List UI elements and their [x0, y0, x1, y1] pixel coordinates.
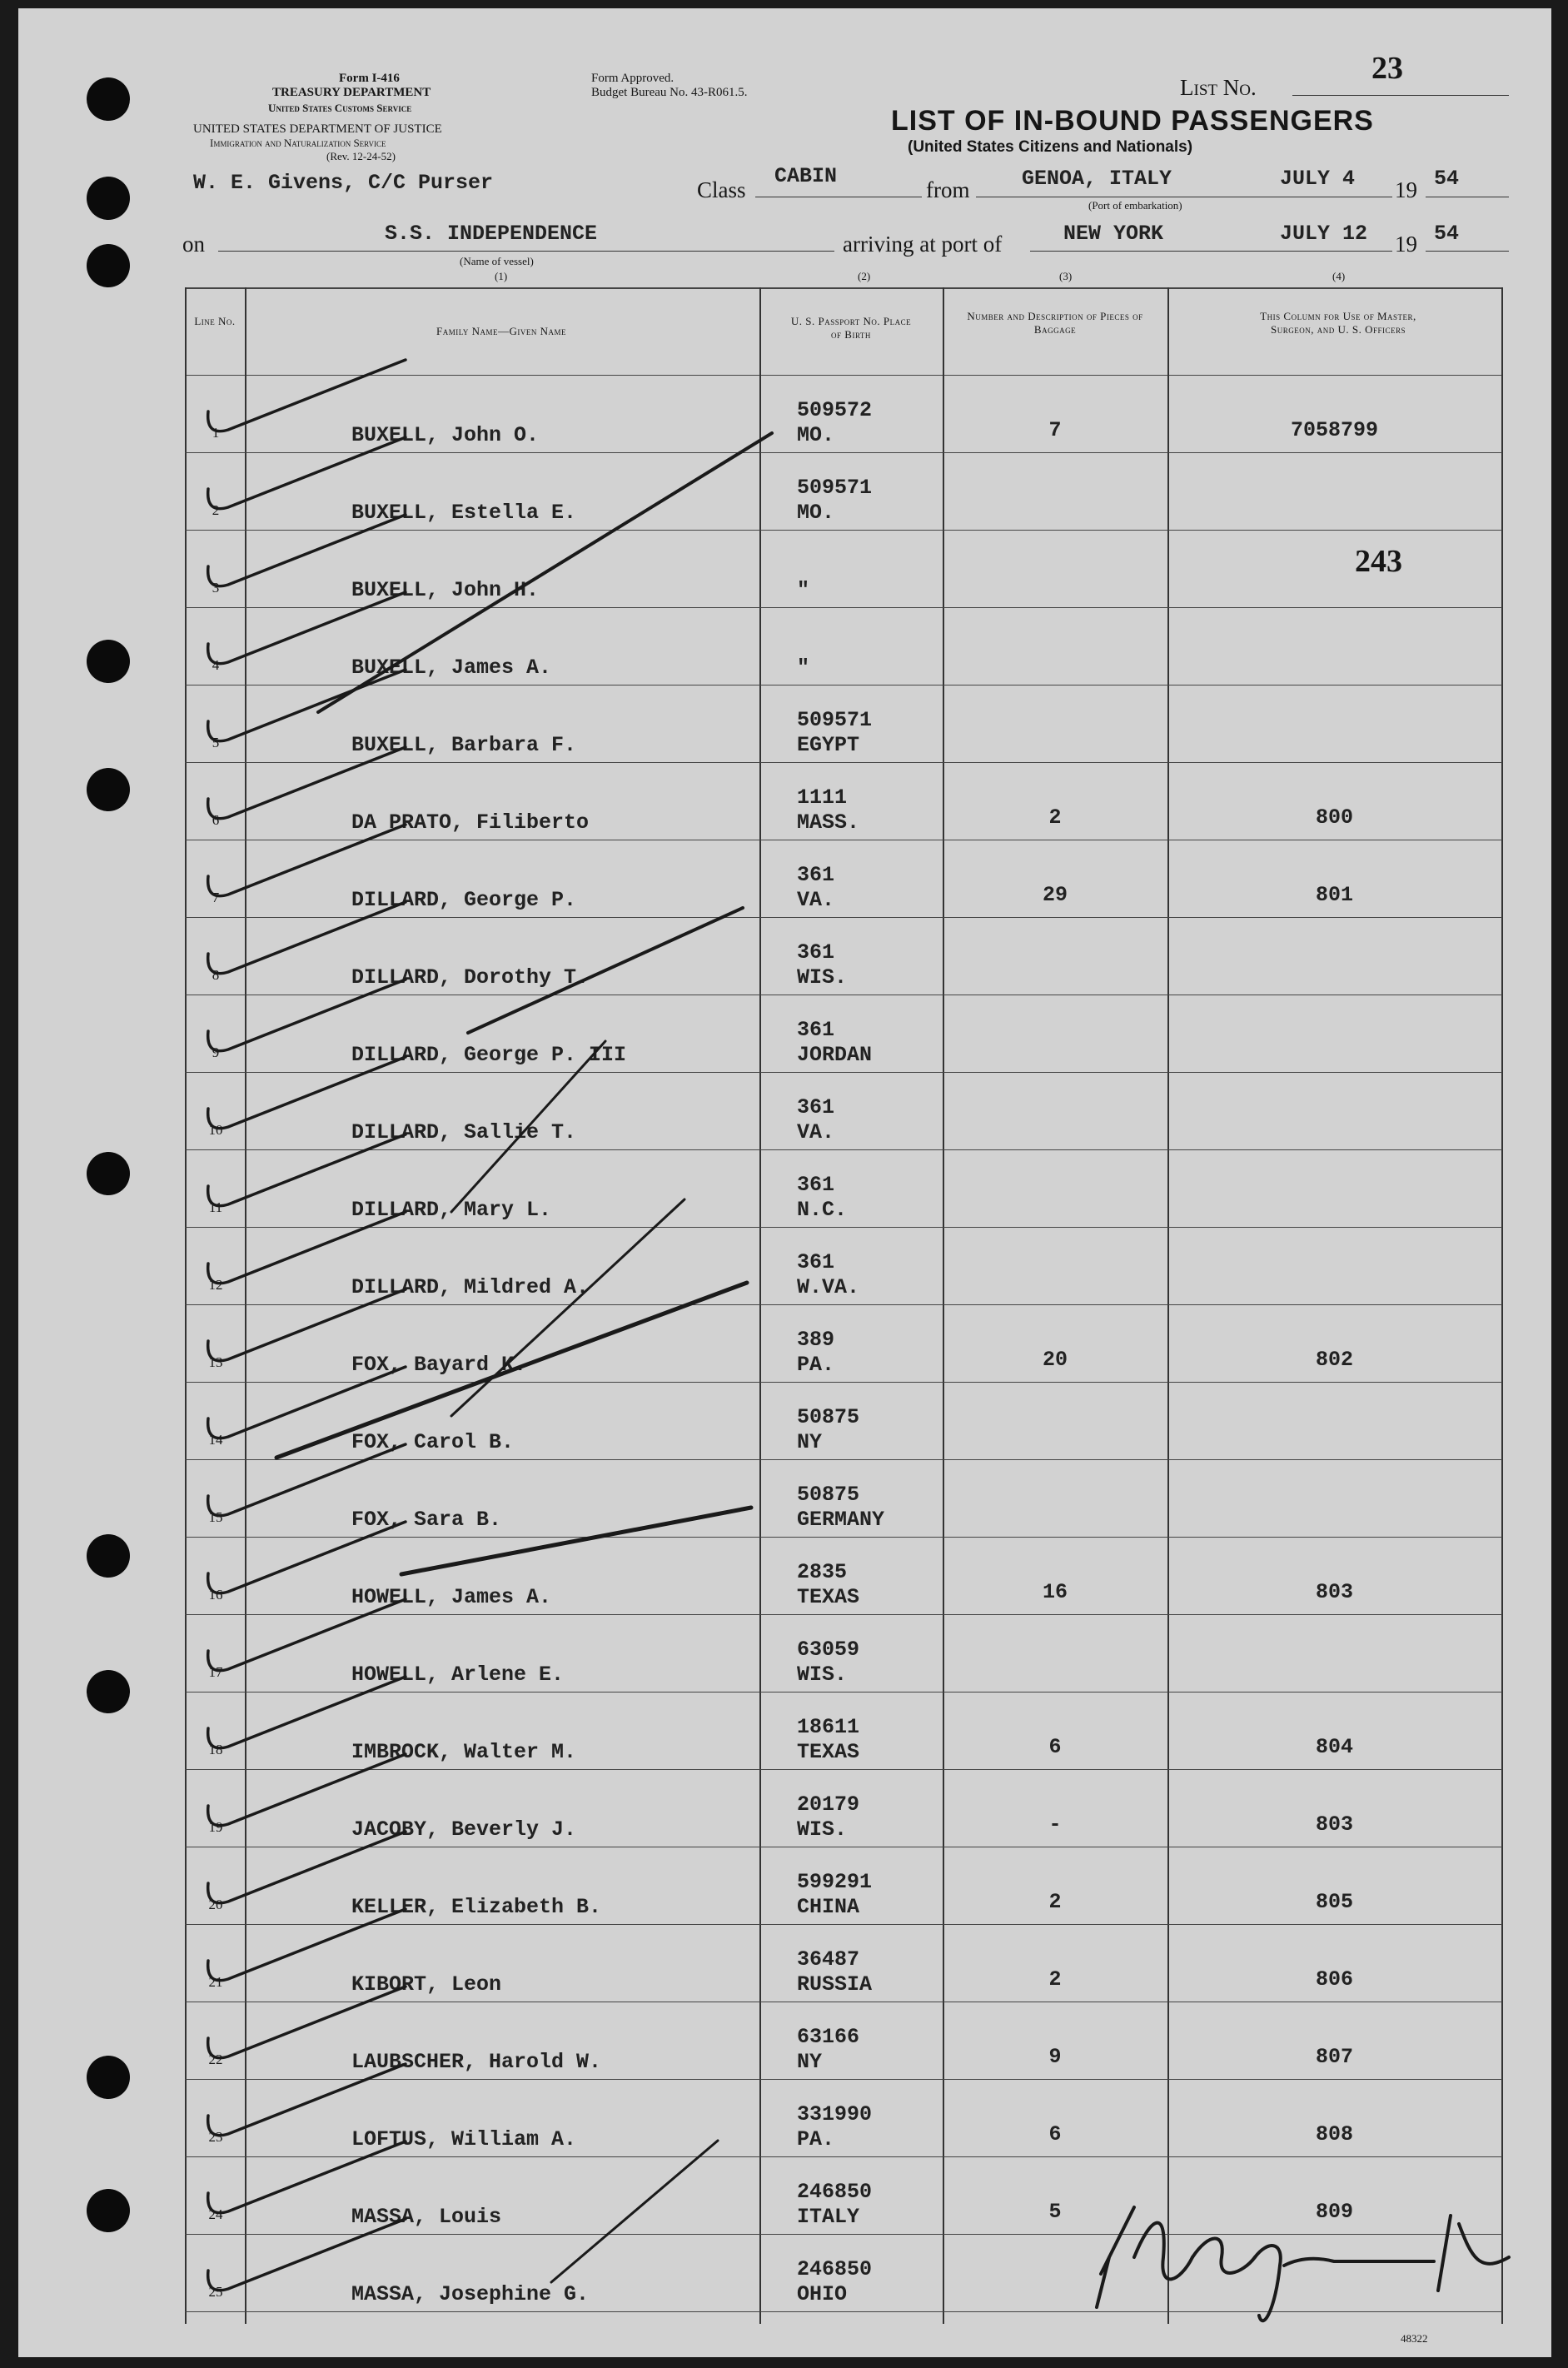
purser: W. E. Givens, C/C Purser [193, 171, 494, 195]
baggage-count: 2 [1048, 805, 1062, 830]
place-of-birth: PA. [797, 2127, 835, 2151]
vessel-name: S.S. INDEPENDENCE [385, 222, 598, 246]
line-number: 3 [212, 580, 220, 596]
passenger-name: DILLARD, Mary L. [351, 1198, 552, 1222]
port-caption: (Port of embarkation) [1088, 199, 1182, 212]
baggage-count: 5 [1048, 2200, 1062, 2224]
line-number: 25 [208, 2284, 223, 2300]
passport-number: 18611 [797, 1715, 860, 1739]
passport-number: 361 [797, 1173, 835, 1197]
manifest-page [18, 8, 1551, 2357]
place-of-birth: EGYPT [797, 733, 860, 757]
line-number: 21 [208, 1974, 223, 1990]
col1-number: (1) [495, 270, 508, 282]
passenger-name: DILLARD, Dorothy T. [351, 965, 590, 990]
baggage-count: 20 [1042, 1348, 1068, 1372]
footer-code: 48322 [1401, 2332, 1428, 2345]
line-number: 16 [208, 1587, 223, 1603]
passport-number: 331990 [797, 2102, 873, 2126]
line-number: 17 [208, 1664, 223, 1680]
passport-number: 246850 [797, 2257, 873, 2281]
officer-number: 801 [1315, 883, 1353, 907]
passport-number: 1111 [797, 785, 848, 810]
line-number: 10 [208, 1122, 223, 1138]
col-header-passport: U. S. Passport No. Place of Birth [790, 315, 912, 341]
place-of-birth: " [797, 578, 810, 602]
passenger-name: LAUBSCHER, Harold W. [351, 2050, 602, 2074]
passenger-name: JACOBY, Beverly J. [351, 1817, 577, 1842]
vessel-caption: (Name of vessel) [460, 255, 534, 267]
passenger-name: BUXELL, John H. [351, 578, 540, 602]
from-label: from [926, 177, 970, 202]
line-number: 12 [208, 1277, 223, 1293]
col-header-officers: This Column for Use of Master, Surgeon, and U. S. Officers [1260, 310, 1416, 336]
line-number: 6 [212, 812, 220, 828]
form-number: Form I-416 [339, 72, 400, 85]
baggage-count: 29 [1042, 883, 1068, 907]
place-of-birth: NY [797, 1430, 823, 1454]
baggage-count: 2 [1048, 1967, 1062, 1992]
passenger-name: HOWELL, James A. [351, 1585, 552, 1609]
baggage-count: 16 [1042, 1580, 1068, 1604]
passport-number: 361 [797, 1095, 835, 1119]
baggage-count: 7 [1048, 418, 1062, 442]
passenger-name: BUXELL, John O. [351, 423, 540, 447]
place-of-birth: CHINA [797, 1895, 860, 1919]
place-of-birth: OHIO [797, 2282, 848, 2306]
place-of-birth: MASS. [797, 810, 860, 835]
passport-number: 50875 [797, 1483, 860, 1507]
place-of-birth: PA. [797, 1353, 835, 1377]
passport-number: 63059 [797, 1638, 860, 1662]
baggage-count: 6 [1048, 1735, 1062, 1759]
passenger-name: FOX, Bayard K. [351, 1353, 527, 1377]
officer-number: 7058799 [1290, 418, 1379, 442]
passenger-name: DILLARD, Mildred A. [351, 1275, 590, 1299]
passport-number: 509571 [797, 708, 873, 732]
col-header-baggage: Number and Description of Pieces of Baggage [967, 310, 1143, 336]
place-of-birth: VA. [797, 1120, 835, 1144]
line-number: 9 [212, 1044, 220, 1060]
passport-number: 389 [797, 1328, 835, 1352]
line-number: 18 [208, 1742, 223, 1757]
passenger-name: BUXELL, Barbara F. [351, 733, 577, 757]
baggage-count: - [1048, 1812, 1062, 1837]
treasury-department: TREASURY DEPARTMENT [272, 86, 431, 99]
passenger-name: IMBROCK, Walter M. [351, 1740, 577, 1764]
passenger-name: BUXELL, James A. [351, 656, 552, 680]
passenger-name: KIBORT, Leon [351, 1972, 502, 1997]
passport-number: 2835 [797, 1560, 848, 1584]
place-of-birth: WIS. [797, 965, 848, 990]
passenger-name: BUXELL, Estella E. [351, 501, 577, 525]
place-of-birth: W.VA. [797, 1275, 860, 1299]
place-of-birth: GERMANY [797, 1508, 885, 1532]
baggage-count: 9 [1048, 2045, 1062, 2069]
line-number: 22 [208, 2051, 223, 2067]
passport-number: 36487 [797, 1947, 860, 1972]
passenger-name: MASSA, Louis [351, 2205, 502, 2229]
line-number: 24 [208, 2206, 223, 2222]
passenger-name: DILLARD, George P. [351, 888, 577, 912]
arrival-year-prefix: 19 [1395, 232, 1417, 257]
list-number: 23 [1371, 51, 1403, 86]
passport-number: 63166 [797, 2025, 860, 2049]
class-label: Class [697, 177, 746, 202]
place-of-birth: WIS. [797, 1817, 848, 1842]
embarkation-port: GENOA, ITALY [1022, 167, 1172, 191]
place-of-birth: MO. [797, 423, 835, 447]
place-of-birth: " [797, 656, 810, 680]
place-of-birth: WIS. [797, 1663, 848, 1687]
col-header-name: Family Name—Given Name [436, 325, 566, 337]
line-number: 13 [208, 1354, 223, 1370]
arriving-label: arriving at port of [843, 232, 1003, 257]
place-of-birth: RUSSIA [797, 1972, 873, 1997]
revision-date: (Rev. 12-24-52) [326, 150, 396, 162]
passenger-name: DILLARD, Sallie T. [351, 1120, 577, 1144]
line-number: 4 [212, 657, 220, 673]
baggage-count: 2 [1048, 1890, 1062, 1914]
place-of-birth: TEXAS [797, 1740, 860, 1764]
passport-number: 246850 [797, 2180, 873, 2204]
passenger-name: FOX, Sara B. [351, 1508, 502, 1532]
arrival-year: 54 [1434, 222, 1460, 246]
place-of-birth: ITALY [797, 2205, 860, 2229]
line-number: 20 [208, 1897, 223, 1912]
place-of-birth: JORDAN [797, 1043, 873, 1067]
place-of-birth: N.C. [797, 1198, 848, 1222]
passport-number: 361 [797, 1250, 835, 1274]
officer-number: 803 [1315, 1812, 1353, 1837]
line-number: 7 [212, 890, 220, 905]
place-of-birth: MO. [797, 501, 835, 525]
stamped-number: 243 [1355, 544, 1402, 579]
arrival-port: NEW YORK [1063, 222, 1164, 246]
passenger-name: MASSA, Josephine G. [351, 2282, 590, 2306]
line-number: 14 [208, 1432, 223, 1448]
passenger-name: LOFTUS, William A. [351, 2127, 577, 2151]
passport-number: 509572 [797, 398, 873, 422]
page-subtitle: (United States Citizens and Nationals) [908, 138, 1193, 156]
line-number: 23 [208, 2129, 223, 2145]
officer-number: 803 [1315, 1580, 1353, 1604]
col2-number: (2) [858, 270, 871, 282]
immigration-service: Immigration and Naturalization Service [210, 137, 386, 149]
officer-signature [1097, 2207, 1509, 2321]
passenger-name: DILLARD, George P. III [351, 1043, 627, 1067]
col3-number: (3) [1059, 270, 1073, 282]
page-title: LIST OF IN-BOUND PASSENGERS [891, 105, 1374, 137]
line-number: 19 [208, 1819, 223, 1835]
officer-number: 807 [1315, 2045, 1353, 2069]
officer-number: 805 [1315, 1890, 1353, 1914]
line-number: 2 [212, 502, 220, 518]
line-number: 8 [212, 967, 220, 983]
line-number: 5 [212, 735, 220, 750]
officer-number: 808 [1315, 2122, 1353, 2146]
handwritten-marks [18, 8, 1551, 2357]
place-of-birth: VA. [797, 888, 835, 912]
form-approved: Form Approved. [591, 72, 674, 85]
officer-number: 806 [1315, 1967, 1353, 1992]
passenger-name: HOWELL, Arlene E. [351, 1663, 565, 1687]
officer-number: 804 [1315, 1735, 1353, 1759]
departure-year: 54 [1434, 167, 1460, 191]
list-no-label: List No. [1180, 75, 1257, 100]
passenger-name: DA PRATO, Filiberto [351, 810, 590, 835]
departure-date: JULY 4 [1280, 167, 1356, 191]
col-header-line-no: Line No. [194, 315, 236, 327]
customs-service: United States Customs Service [268, 102, 412, 114]
year-prefix: 19 [1395, 177, 1417, 202]
budget-bureau: Budget Bureau No. 43-R061.5. [591, 86, 748, 99]
officer-number: 802 [1315, 1348, 1353, 1372]
place-of-birth: TEXAS [797, 1585, 860, 1609]
passport-number: 20179 [797, 1792, 860, 1817]
line-number: 11 [208, 1199, 223, 1215]
col4-number: (4) [1332, 270, 1346, 282]
passport-number: 361 [797, 940, 835, 965]
passport-number: 509571 [797, 476, 873, 500]
baggage-count: 6 [1048, 2122, 1062, 2146]
passport-number: 361 [797, 863, 835, 887]
line-number: 15 [208, 1509, 223, 1525]
passenger-name: FOX, Carol B. [351, 1430, 515, 1454]
line-number: 1 [212, 425, 220, 441]
place-of-birth: NY [797, 2050, 823, 2074]
on-label: on [182, 232, 205, 257]
officer-number: 800 [1315, 805, 1353, 830]
passport-number: 361 [797, 1018, 835, 1042]
arrival-date: JULY 12 [1280, 222, 1368, 246]
justice-department: UNITED STATES DEPARTMENT OF JUSTICE [193, 122, 442, 136]
passenger-name: KELLER, Elizabeth B. [351, 1895, 602, 1919]
passport-number: 599291 [797, 1870, 873, 1894]
officer-number: 809 [1315, 2200, 1353, 2224]
passport-number: 50875 [797, 1405, 860, 1429]
class-value: CABIN [774, 164, 838, 188]
